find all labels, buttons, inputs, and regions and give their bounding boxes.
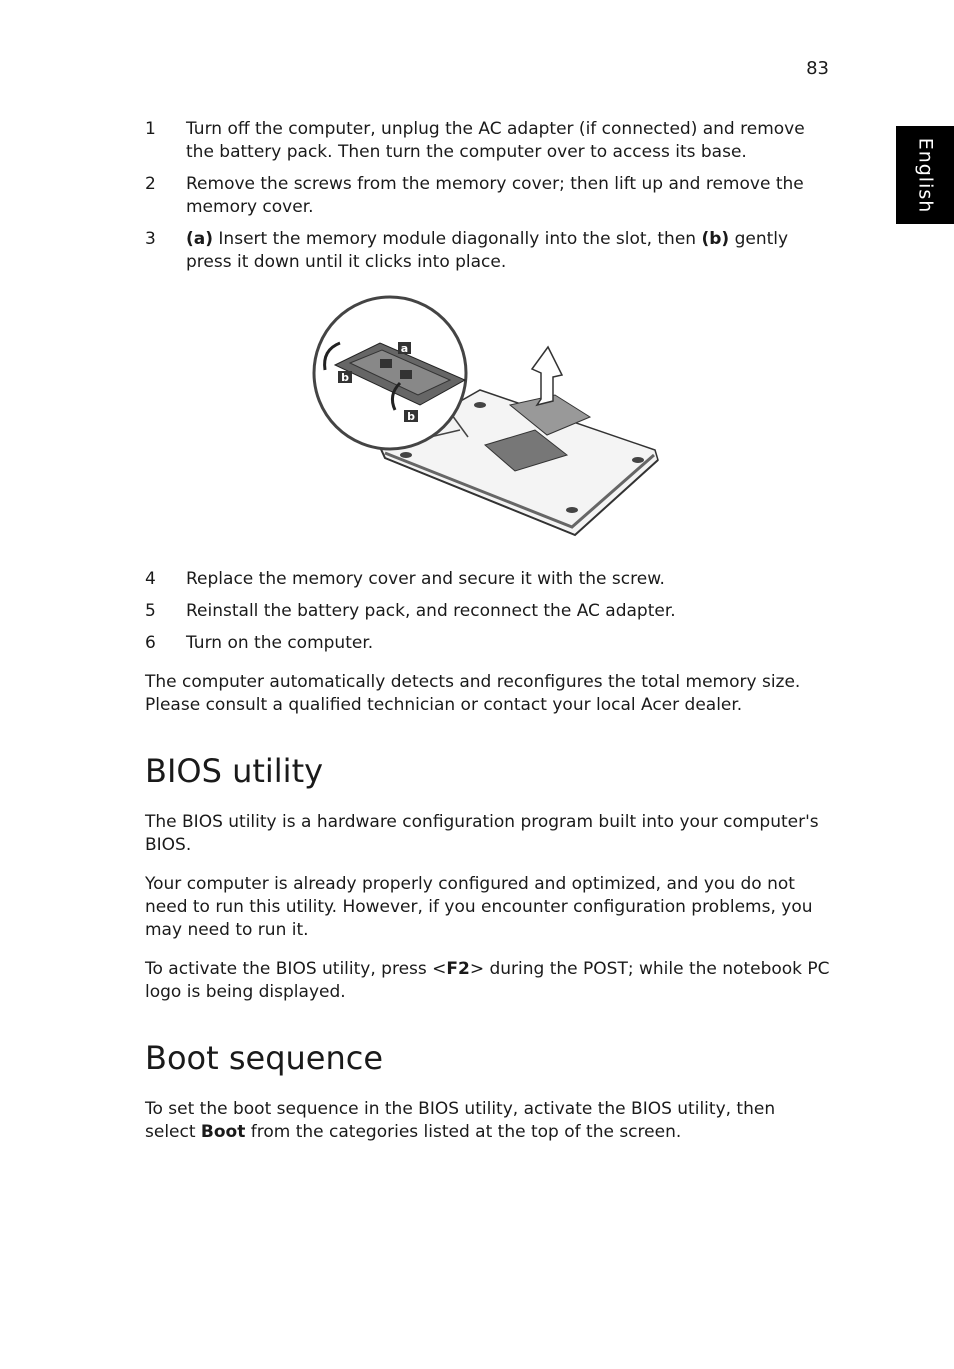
language-tab-label: English — [914, 137, 937, 213]
step-text: Reinstall the battery pack, and reconnect the AC adapter. — [186, 601, 676, 621]
step-text: Turn off the computer, unplug the AC adapter (if connected) and remove the battery pack. Then turn the computer over to access its base. — [186, 119, 805, 162]
body-content — [145, 671, 830, 1160]
label-b: (b) — [701, 229, 730, 249]
bios-paragraph-2: Your computer is already properly configured and optimized, and you do not need to run this utility. However, if you encounter configuration problems, you may need to run it. — [145, 874, 813, 940]
memory-install-illustration — [310, 295, 665, 540]
step-number: 6 — [145, 633, 156, 653]
step-2 — [145, 173, 830, 219]
step-number: 2 — [145, 174, 156, 194]
key-boot: Boot — [200, 1122, 246, 1142]
callout-a: a — [400, 342, 409, 355]
bios-paragraph-3 — [145, 958, 830, 1004]
bios-heading: BIOS utility — [145, 752, 324, 790]
label-a: (a) — [186, 229, 214, 249]
text: To activate the BIOS utility, press < — [145, 959, 447, 979]
step-5 — [145, 600, 830, 623]
step-number: 5 — [145, 601, 156, 621]
step-4 — [145, 568, 830, 591]
page-number: 83 — [806, 58, 829, 79]
step-1 — [145, 118, 830, 164]
step-3 — [145, 228, 830, 274]
callout-b2: b — [407, 410, 415, 423]
callout-b1: b — [341, 371, 349, 384]
step-6 — [145, 632, 830, 655]
text-a: Insert the memory module diagonally into the slot, then — [213, 229, 702, 249]
step-text: Remove the screws from the memory cover; then lift up and remove the memory cover. — [186, 174, 804, 217]
text: from the categories listed at the top of the screen. — [245, 1122, 682, 1142]
language-tab — [896, 126, 954, 224]
steps-list-bottom — [145, 568, 830, 664]
step-text: Replace the memory cover and secure it with the screw. — [186, 569, 665, 589]
step-number: 4 — [145, 569, 156, 589]
text-b: gently press it down until it clicks into place. — [186, 229, 789, 272]
step-text — [186, 228, 830, 274]
bios-paragraph-1: The BIOS utility is a hardware configuration program built into your computer's BIOS. — [145, 812, 819, 855]
boot-heading: Boot sequence — [145, 1039, 384, 1077]
steps-list-top — [145, 118, 830, 283]
step-number: 3 — [145, 229, 156, 249]
step-number: 1 — [145, 119, 156, 139]
step-text: Turn on the computer. — [186, 633, 374, 653]
boot-paragraph-1 — [145, 1098, 830, 1144]
key-f2: F2 — [446, 959, 470, 979]
text: > during the POST; while the notebook PC logo is being displayed. — [145, 959, 830, 1002]
memory-note: The computer automatically detects and reconfigures the total memory size. Please consult a qualified technician or contact your local Acer dealer. — [145, 672, 801, 715]
text: To set the boot sequence in the BIOS utility, activate the BIOS utility, then select — [145, 1099, 776, 1142]
